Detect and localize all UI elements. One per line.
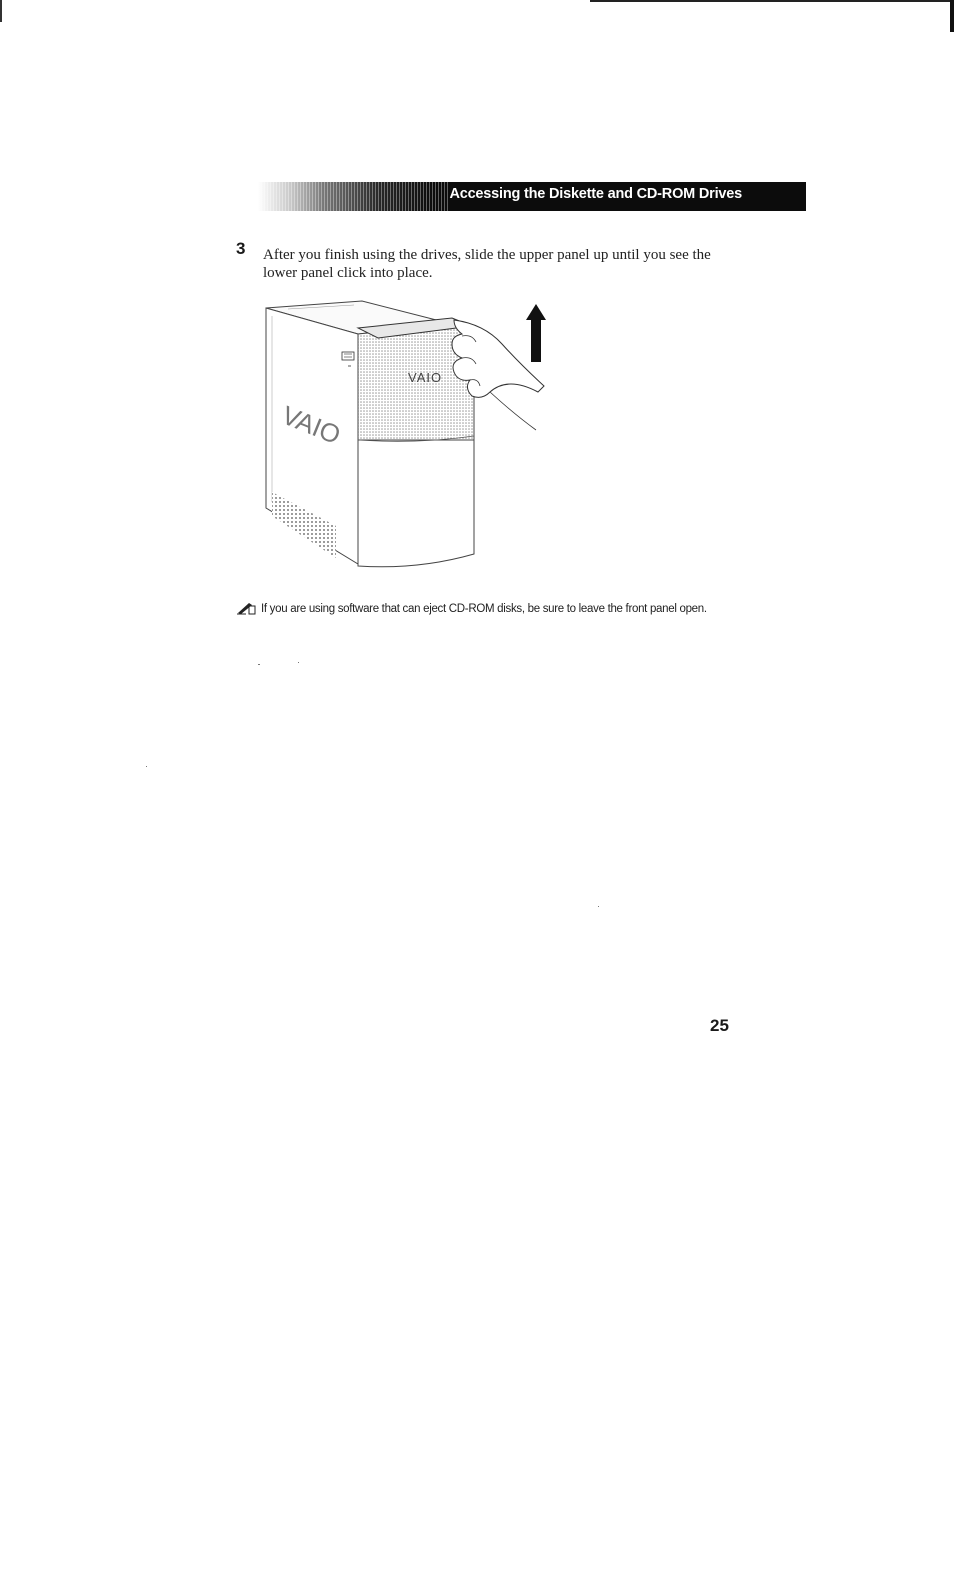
page-number: 25 (710, 1016, 729, 1035)
header-dither (258, 182, 448, 211)
scan-edge-right (950, 0, 954, 32)
computer-illustration (258, 296, 558, 578)
scan-speck (598, 906, 599, 907)
section-title: Accessing the Diskette and CD-ROM Drives (449, 186, 742, 202)
pencil-note-icon (237, 601, 257, 615)
note (237, 601, 757, 615)
scan-edge-top (590, 0, 954, 2)
side-logo: VAIO (277, 399, 345, 451)
scan-edge-left (0, 0, 2, 22)
note-text: If you are using software that can eject CD-ROM disks, be sure to leave the front panel open. (261, 603, 707, 615)
section-header-bar (258, 182, 806, 211)
power-button-icon (342, 352, 354, 360)
up-arrow-icon (526, 304, 546, 362)
front-lower-panel (358, 440, 474, 567)
front-logo: VAIO (408, 370, 443, 385)
step-number: 3 (236, 239, 246, 258)
scan-speck (258, 664, 260, 665)
scan-speck (146, 766, 147, 767)
step-text: After you finish using the drives, slide the upper panel up until you see the lower panel click into place. (263, 247, 711, 281)
scan-speck (298, 662, 299, 663)
